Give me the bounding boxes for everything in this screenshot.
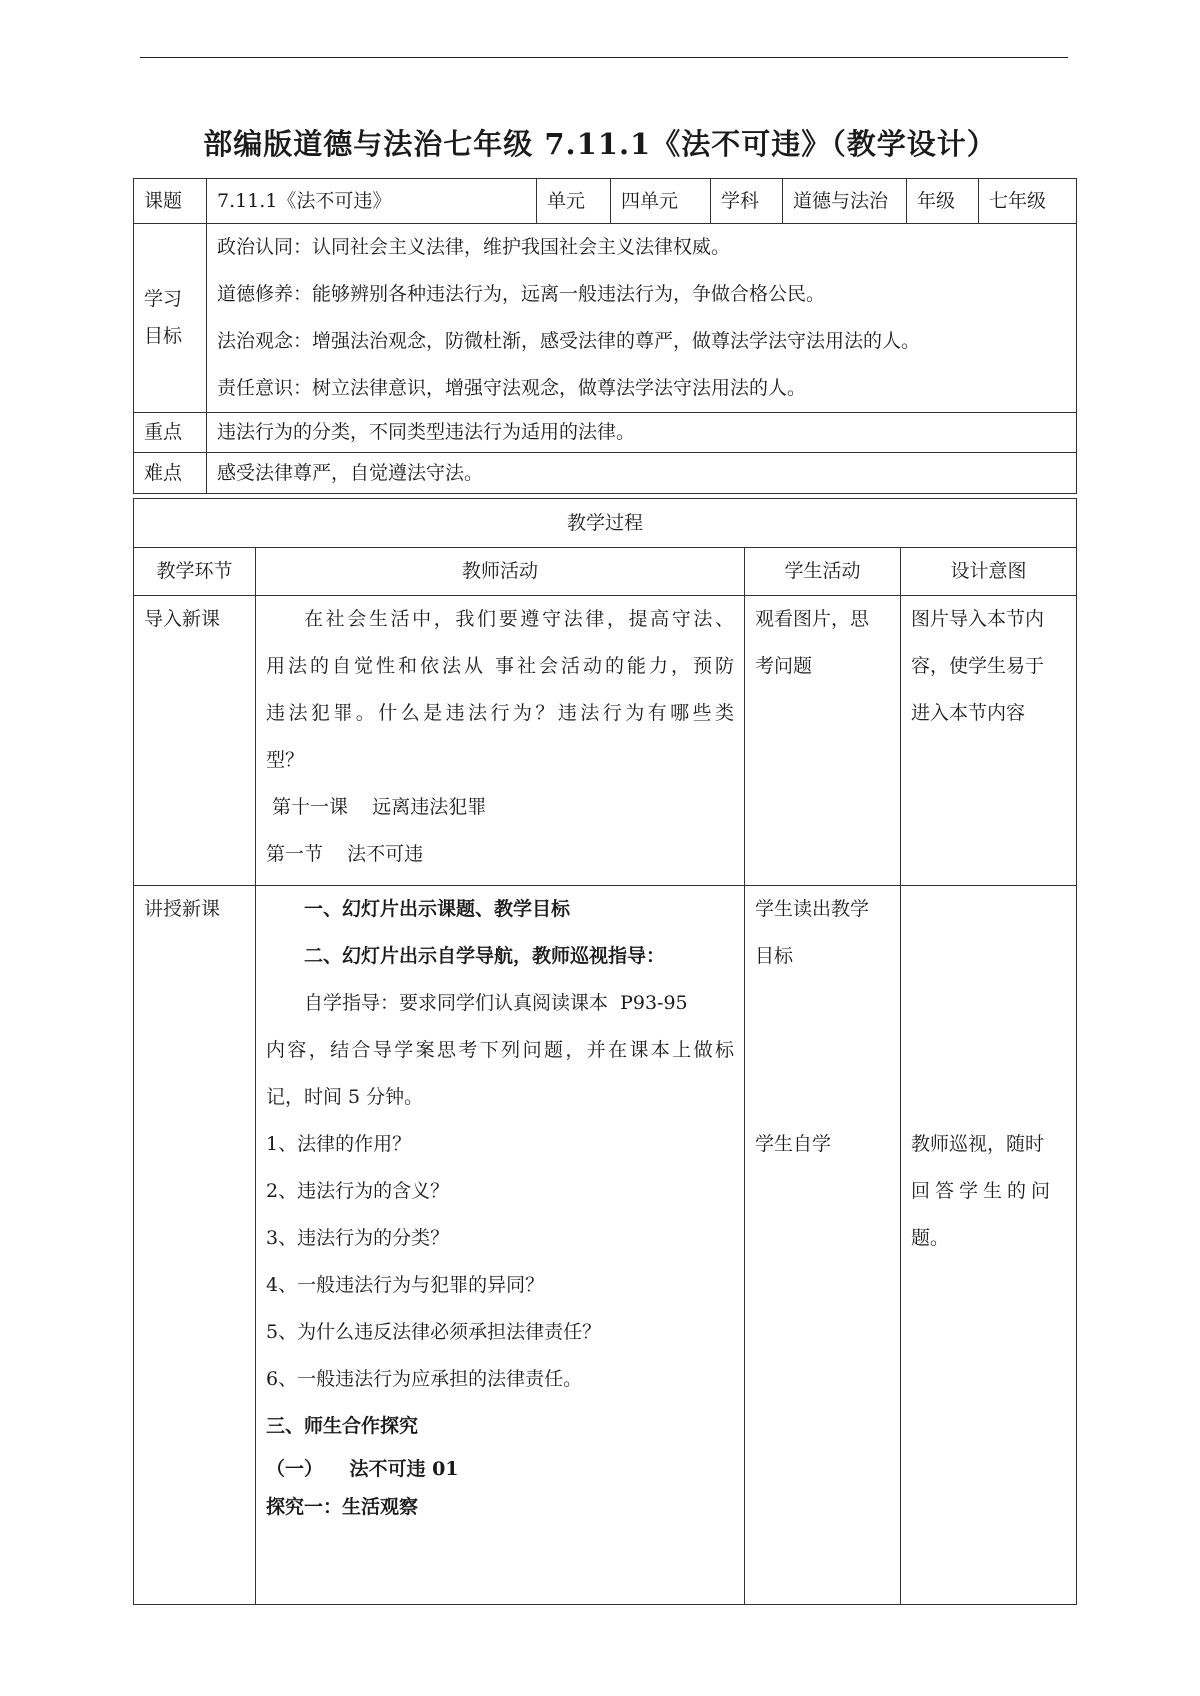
goals-label-line2: 目标 — [144, 325, 183, 347]
student-text-line — [745, 980, 900, 1027]
teacher-text-line: 4、一般违法行为与犯罪的异同？ — [266, 1274, 545, 1296]
lesson-info-table — [133, 178, 1077, 494]
intent-text-line: 进入本节内容 — [911, 702, 1026, 724]
intent-text-line: 题。 — [911, 1227, 950, 1249]
key-point-label: 重点 — [134, 413, 207, 453]
subject-value: 道德与法治 — [783, 179, 907, 224]
intent-spacer — [901, 1074, 1076, 1121]
stage-label: 导入新课 — [144, 608, 221, 630]
teacher-text-line: 三、师生合作探究 — [266, 1415, 419, 1437]
intro-student-activity — [745, 596, 901, 886]
student-text-line — [745, 1027, 900, 1074]
stage-label: 讲授新课 — [144, 898, 221, 920]
teacher-text-line: 记，时间 5 分钟。 — [266, 1086, 424, 1108]
teacher-text-line: 在社会生活中，我们要遵守法律，提高守法、 — [304, 608, 734, 630]
lesson-label: 课题 — [134, 179, 207, 224]
grade-label: 年级 — [907, 179, 979, 224]
teaching-process-table — [133, 498, 1077, 1605]
intro-teacher-activity — [256, 596, 745, 886]
student-text-line: 目标 — [755, 945, 794, 967]
teacher-text-line: 用法的自觉性和依法从 事社会活动的能力，预防 — [266, 655, 734, 677]
unit-value: 四单元 — [611, 179, 711, 224]
goal-item: 道德修养：能够辨别各种违法行为，远离一般违法行为，争做合格公民。 — [217, 283, 826, 305]
teacher-text-line: 违法犯罪。什么是违法行为？违法行为有哪些类 — [266, 702, 734, 724]
key-point-row — [134, 413, 1077, 453]
teacher-text-line: 型？ — [266, 749, 305, 771]
teacher-text-line: 2、违法行为的含义？ — [266, 1180, 450, 1202]
intro-stage — [134, 596, 256, 886]
teacher-text-line: （一） 法不可违 01 — [266, 1458, 459, 1480]
lesson-value: 7.11.1《法不可违》 — [207, 179, 537, 224]
teacher-text-line: 探究一：生活观察 — [266, 1496, 419, 1518]
student-text-line — [745, 1074, 900, 1121]
lecture-design-intent — [901, 886, 1077, 1605]
teacher-text-line: 第一节 法不可违 — [266, 843, 424, 865]
unit-label: 单元 — [537, 179, 611, 224]
intro-design-intent — [901, 596, 1077, 886]
header-rule — [140, 57, 1068, 58]
intro-row — [134, 596, 1077, 886]
process-heading: 教学过程 — [134, 499, 1077, 548]
teacher-text-line: 5、为什么违反法律必须承担法律责任？ — [266, 1321, 602, 1343]
lecture-row — [134, 886, 1077, 1605]
student-text-line: 学生自学 — [755, 1133, 832, 1155]
goals-content — [207, 224, 1077, 413]
student-text-line: 观看图片，思 — [755, 608, 870, 630]
intent-text-line: 容，使学生易于 — [911, 655, 1045, 677]
student-text-line: 学生读出教学 — [755, 898, 870, 920]
intent-spacer — [901, 933, 1076, 980]
process-heading-row — [134, 499, 1077, 548]
goal-item: 政治认同：认同社会主义法律，维护我国社会主义法律权威。 — [217, 236, 731, 258]
column-header: 学生活动 — [745, 548, 901, 596]
teacher-text-line: 内容，结合导学案思考下列问题，并在课本上做标 — [266, 1039, 734, 1061]
goals-row — [134, 224, 1077, 413]
document-title: 部编版道德与法治七年级 7.11.1《法不可违》（教学设计） — [203, 127, 997, 161]
lecture-stage — [134, 886, 256, 1605]
goals-label-line1: 学习 — [144, 288, 183, 311]
column-header: 设计意图 — [901, 548, 1077, 596]
grade-value: 七年级 — [979, 179, 1077, 224]
lecture-teacher-activity — [256, 886, 745, 1605]
column-header: 教师活动 — [256, 548, 745, 596]
difficulty-label: 难点 — [134, 453, 207, 494]
student-text-line: 考问题 — [755, 655, 813, 677]
intent-spacer — [901, 980, 1076, 1027]
goal-item: 法治观念：增强法治观念，防微杜渐，感受法律的尊严，做尊法学法守法用法的人。 — [217, 330, 921, 352]
difficulty-row — [134, 453, 1077, 494]
intent-spacer — [901, 1027, 1076, 1074]
teacher-text-line: 自学指导：要求同学们认真阅读课本 P93-95 — [304, 992, 688, 1014]
teacher-text-line: 第十一课 远离违法犯罪 — [266, 796, 487, 818]
intent-text-line: 教师巡视，随时 — [911, 1133, 1045, 1155]
teacher-text-line: 1、法律的作用？ — [266, 1133, 412, 1155]
column-header: 教学环节 — [134, 548, 256, 596]
teacher-text-line: 6、一般违法行为应承担的法律责任。 — [266, 1368, 583, 1390]
intent-spacer — [901, 886, 1076, 933]
lecture-student-activity — [745, 886, 901, 1605]
goals-label — [134, 224, 207, 413]
goal-item: 责任意识：树立法律意识，增强守法观念，做尊法学法守法用法的人。 — [217, 377, 807, 399]
column-header-row — [134, 548, 1077, 596]
teacher-text-line: 一、幻灯片出示课题、教学目标 — [304, 898, 571, 920]
info-row — [134, 179, 1077, 224]
difficulty-value: 感受法律尊严，自觉遵法守法。 — [207, 453, 1077, 494]
intent-text-line: 回答学生的问 — [911, 1180, 1056, 1202]
subject-label: 学科 — [711, 179, 783, 224]
teacher-text-line: 3、违法行为的分类？ — [266, 1227, 450, 1249]
key-point-value: 违法行为的分类，不同类型违法行为适用的法律。 — [207, 413, 1077, 453]
teacher-text-line: 二、幻灯片出示自学导航，教师巡视指导： — [304, 945, 666, 967]
intent-text-line: 图片导入本节内 — [911, 608, 1045, 630]
